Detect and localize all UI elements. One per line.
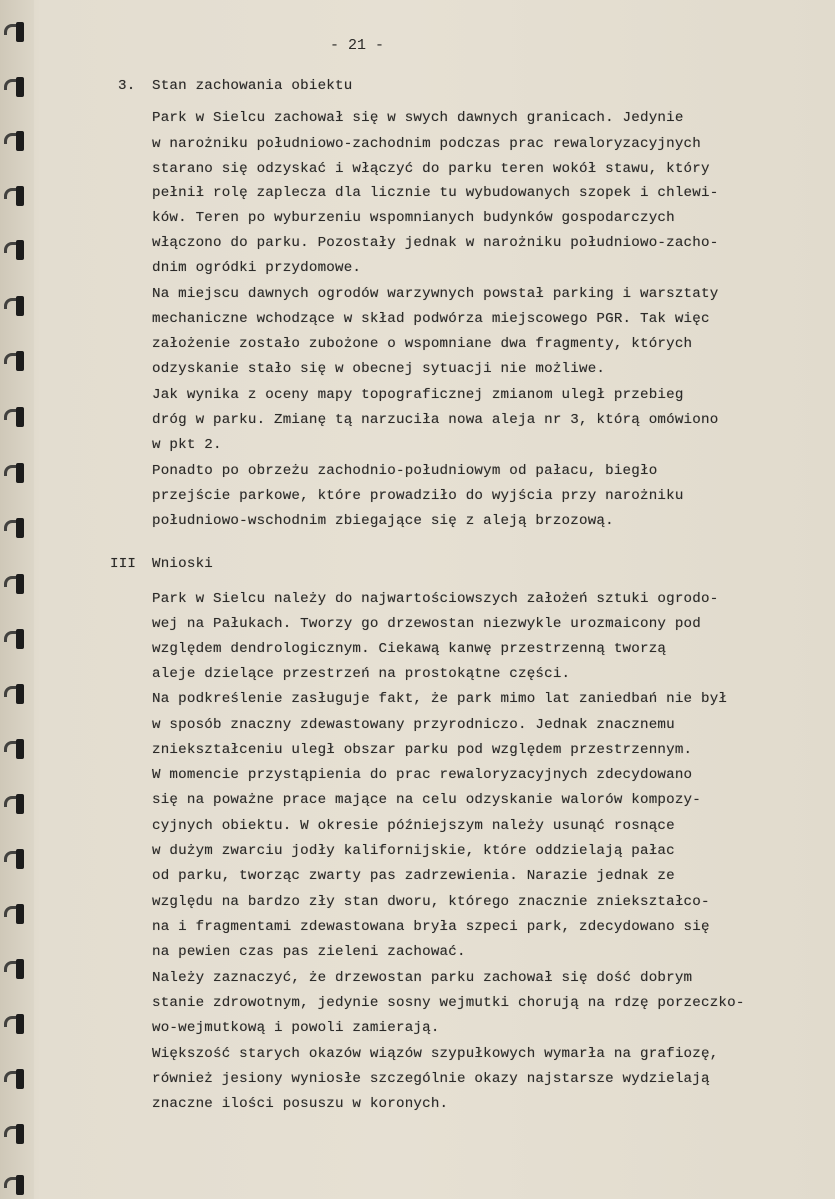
text-line: założenie zostało zubożone o wspomniane dwa fragmenty, których [152, 336, 693, 352]
text-line: znaczne ilości posuszu w koronych. [152, 1096, 449, 1112]
text-line: w dużym zwarciu jodły kalifornijskie, które oddzielają pałac [152, 843, 675, 859]
text-line: na pewien czas pas zieleni zachować. [152, 944, 466, 960]
text-line: starano się odzyskać i włączyć do parku teren wokół stawu, który [152, 161, 710, 177]
text-line: aleje dzielące przestrzeń na prostokątne części. [152, 666, 571, 682]
text-line: mechaniczne wchodzące w skład podwórza miejscowego PGR. Tak więc [152, 311, 710, 327]
text-line: względu na bardzo zły stan dworu, którego znacznie zniekształco- [152, 894, 710, 910]
section-number: 3. [118, 78, 136, 94]
text-line: ków. Teren po wyburzeniu wspomnianych budynków gospodarczych [152, 210, 675, 226]
section-heading: Stan zachowania obiektu [152, 78, 353, 94]
text-line: w pkt 2. [152, 437, 222, 453]
text-line: Większość starych okazów wiązów szypułkowych wymarła na grafiozę, [152, 1046, 719, 1062]
text-line: dnim ogródki przydomowe. [152, 260, 362, 276]
text-line: wej na Pałukach. Tworzy go drzewostan niezwykle urozmaicony pod [152, 616, 701, 632]
text-line: Park w Sielcu zachował się w swych dawnych granicach. Jedynie [152, 110, 684, 126]
text-line: pełnił rolę zaplecza dla licznie tu wybudowanych szopek i chlewi- [152, 185, 719, 201]
text-line: odzyskanie stało się w obecnej sytuacji nie możliwe. [152, 361, 606, 377]
text-line: Ponadto po obrzeżu zachodnio-południowym od pałacu, biegło [152, 463, 658, 479]
text-line: Na podkreślenie zasługuje fakt, że park mimo lat zaniedbań nie był [152, 691, 728, 707]
text-line: w sposób znaczny zdewastowany przyrodniczo. Jednak znacznemu [152, 717, 675, 733]
text-line: na i fragmentami zdewastowana bryła szpeci park, zdecydowano się [152, 919, 710, 935]
text-line: dróg w parku. Zmianę tą narzuciła nowa aleja nr 3, którą omówiono [152, 412, 719, 428]
text-line: również jesiony wyniosłe szczególnie okazy najstarsze wydzielają [152, 1071, 710, 1087]
text-line: Należy zaznaczyć, że drzewostan parku zachował się dość dobrym [152, 970, 693, 986]
text-line: cyjnych obiektu. W okresie późniejszym należy usunąć rosnące [152, 818, 675, 834]
text-line: włączono do parku. Pozostały jednak w narożniku południowo-zacho- [152, 235, 719, 251]
text-line: się na poważne prace mające na celu odzyskanie walorów kompozy- [152, 792, 701, 808]
text-line: przejście parkowe, które prowadziło do wyjścia przy narożniku [152, 488, 684, 504]
text-line: Jak wynika z oceny mapy topograficznej zmianom uległ przebieg [152, 387, 684, 403]
text-line: południowo-wschodnim zbiegające się z aleją brzozową. [152, 513, 614, 529]
text-line: wo-wejmutkową i powoli zamierają. [152, 1020, 440, 1036]
text-line: zniekształceniu uległ obszar parku pod względem przestrzennym. [152, 742, 693, 758]
section-heading: Wnioski [152, 556, 213, 572]
text-line: względem dendrologicznym. Ciekawą kanwę przestrzenną tworzą [152, 641, 667, 657]
text-line: Na miejscu dawnych ogrodów warzywnych powstał parking i warsztaty [152, 286, 719, 302]
text-line: od parku, tworząc zwarty pas zadrzewienia. Narazie jednak ze [152, 868, 675, 884]
section-number: III [110, 556, 137, 572]
text-line: Park w Sielcu należy do najwartościowszych założeń sztuki ogrodo- [152, 591, 719, 607]
text-line: w narożniku południowo-zachodnim podczas prac rewaloryzacyjnych [152, 136, 701, 152]
text-line: stanie zdrowotnym, jedynie sosny wejmutki chorują na rdzę porzeczko- [152, 995, 745, 1011]
page-number: - 21 - [330, 37, 385, 54]
text-line: W momencie przystąpienia do prac rewaloryzacyjnych zdecydowano [152, 767, 693, 783]
